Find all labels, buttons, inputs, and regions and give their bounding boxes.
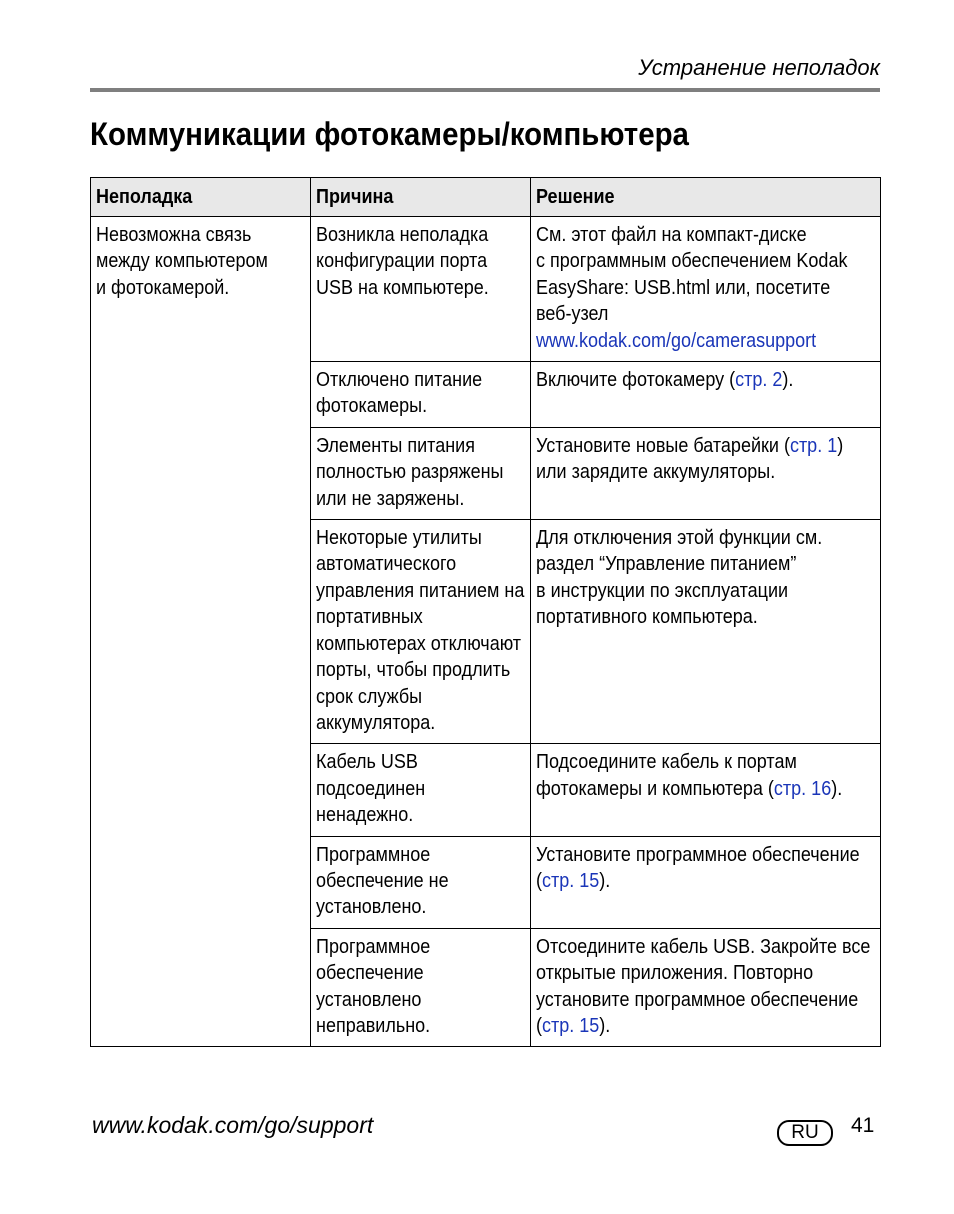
cause-cell: Кабель USB подсоединен ненадежно. <box>311 744 531 836</box>
section-header: Устранение неполадок <box>638 55 880 80</box>
solution-cell: Для отключения этой функции см. раздел “Управление питанием” в инструкции по эксплуатации портативного компьютера. <box>531 520 881 744</box>
column-header-cause: Причина <box>311 178 531 217</box>
solution-cell: Отсоедините кабель USB. Закройте все открытые приложения. Повторно установите программное обеспечение (стр. 15). <box>531 928 881 1047</box>
cause-cell: Программное обеспечение установлено неправильно. <box>311 928 531 1047</box>
page-reference-link[interactable]: стр. 15 <box>542 869 600 892</box>
footer-url: www.kodak.com/go/support <box>92 1112 374 1138</box>
page-reference-link[interactable]: стр. 15 <box>542 1014 600 1037</box>
page-reference-link[interactable]: стр. 2 <box>735 369 783 392</box>
cause-cell: Программное обеспечение не установлено. <box>311 836 531 928</box>
column-header-solution: Решение <box>531 178 881 217</box>
page-reference-link[interactable]: стр. 1 <box>789 434 838 457</box>
solution-cell: Включите фотокамеру (стр. 2). <box>531 362 881 428</box>
table-header-row <box>91 178 881 217</box>
cause-cell: Некоторые утилиты автоматического управления питанием на портативных компьютерах отключают порты, чтобы продлить срок службы аккумулятора. <box>311 520 531 744</box>
troubleshooting-table <box>90 177 881 1047</box>
solution-cell: Установите программное обеспечение (стр. 15). <box>531 836 881 928</box>
cause-cell: Возникла неполадка конфигурации порта USB на компьютере. <box>311 217 531 362</box>
page-reference-link[interactable]: стр. 16 <box>773 777 832 800</box>
camerasupport-link[interactable]: www.kodak.com/go/camerasupport <box>536 329 817 352</box>
page-number: 41 <box>851 1114 875 1137</box>
language-badge: RU <box>777 1120 833 1146</box>
column-header-problem: Неполадка <box>91 178 311 217</box>
solution-cell: Подсоедините кабель к портам фотокамеры и компьютера (стр. 16). <box>531 744 881 836</box>
solution-cell: См. этот файл на компакт-диске с программным обеспечением Kodak EasyShare: USB.html или, посетите веб-узел www.kodak.com/go/camerasupport <box>531 217 881 362</box>
problem-cell: Невозможна связь между компьютером и фотокамерой. <box>91 217 311 1047</box>
page-title: Коммуникации фотокамеры/компьютера <box>90 116 689 152</box>
cause-cell: Отключено питание фотокамеры. <box>311 362 531 428</box>
cause-cell: Элементы питания полностью разряжены или не заряжены. <box>311 427 531 519</box>
solution-cell: Установите новые батарейки (стр. 1) или зарядите аккумуляторы. <box>531 427 881 519</box>
header-rule <box>90 88 880 92</box>
table-row <box>91 217 881 362</box>
